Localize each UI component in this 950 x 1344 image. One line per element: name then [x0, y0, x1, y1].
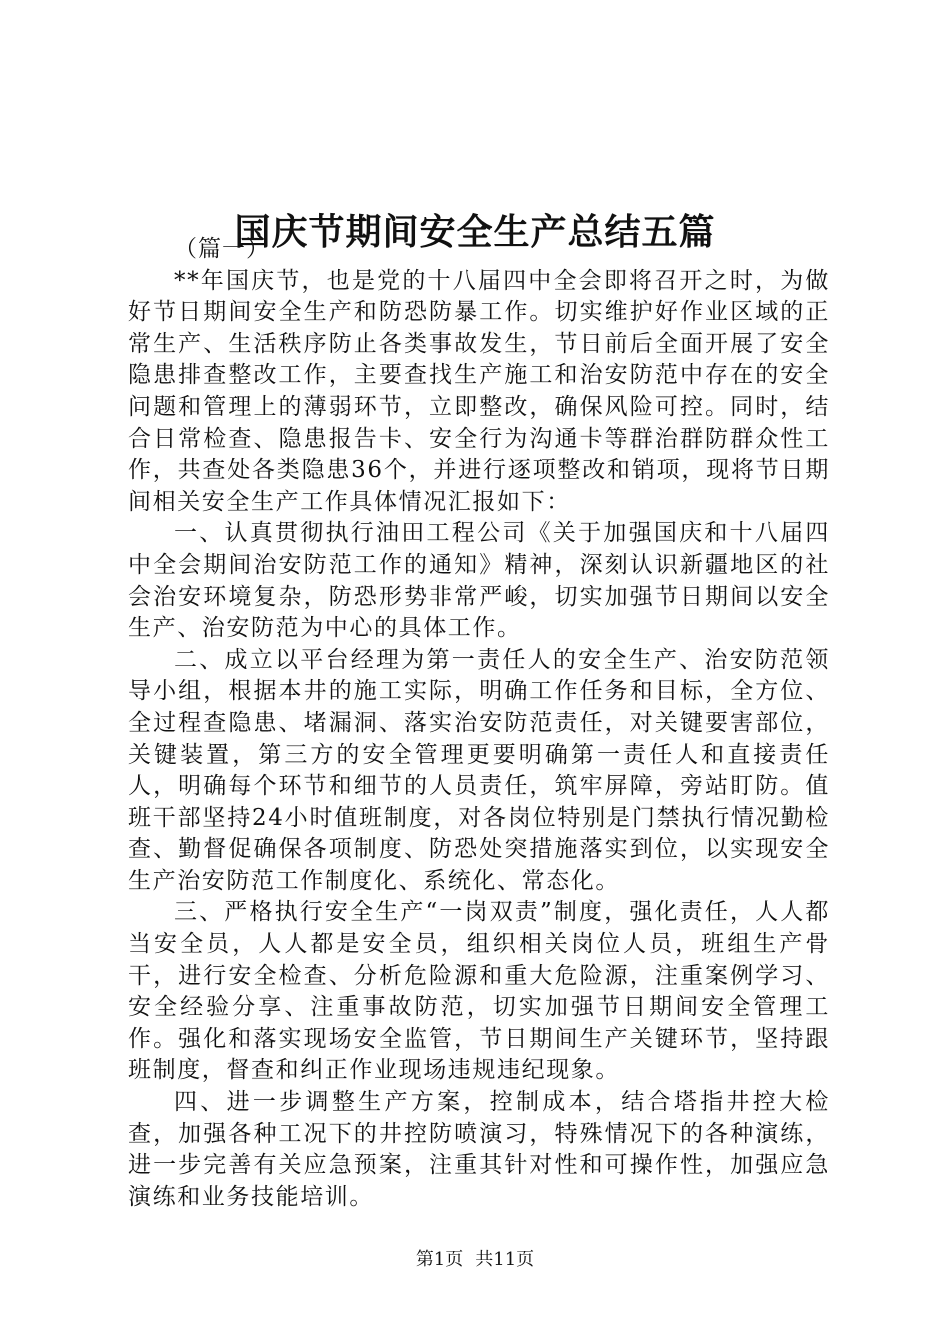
document-body [128, 234, 830, 1213]
paragraph-intro: **年国庆节，也是党的十八届四中全会即将召开之时，为做好节日期间安全生产和防恐防暴工作。切实维护好作业区域的正常生产、生活秩序防止各类事故发生，节日前后全面开展了安全隐患排查整改工作，主要查找生产施工和治安防范中存在的安全问题和管理上的薄弱环节，立即整改，确保风险可控。同时，结合日常检查、隐患报告卡、安全行为沟通卡等群治群防群众性工作，共查处各类隐患36个，并进行逐项整改和销项，现将节日期间相关安全生产工作具体情况汇报如下： [128, 267, 830, 515]
page-footer [0, 1248, 950, 1272]
section-label: （篇一） [174, 236, 270, 262]
page-title: 国庆节期间安全生产总结五篇 [234, 211, 716, 254]
paragraph-item-1: 一、认真贯彻执行油田工程公司《关于加强国庆和十八届四中全会期间治安防范工作的通知》精神，深刻认识新疆地区的社会治安环境复杂，防恐形势非常严峻，切实加强节日期间以安全生产、治安防范为中心的具体工作。 [128, 520, 830, 642]
paragraph-item-4: 四、进一步调整生产方案，控制成本，结合塔指井控大检查，加强各种工况下的井控防喷演习，特殊情况下的各种演练，进一步完善有关应急预案，注重其针对性和可操作性，加强应急演练和业务技能培训。 [128, 1089, 830, 1210]
page-total: 共11页 [475, 1249, 535, 1270]
paragraph-item-2: 二、成立以平台经理为第一责任人的安全生产、治安防范领导小组，根据本井的施工实际，明确工作任务和目标，全方位、全过程查隐患、堵漏洞、落实治安防范责任，对关键要害部位，关键装置，第三方的安全管理更要明确第一责任人和直接责任人，明确每个环节和细节的人员责任，筑牢屏障，旁站盯防。值班干部坚持24小时值班制度，对各岗位特别是门禁执行情况勤检查、勤督促确保各项制度、防恐处突措施落实到位，以实现安全生产治安防范工作制度化、系统化、常态化。 [128, 646, 830, 894]
page-number: 第1页 [415, 1249, 464, 1270]
paragraph-item-3: 三、严格执行安全生产“一岗双责”制度，强化责任，人人都当安全员，人人都是安全员，组织相关岗位人员，班组生产骨干，进行安全检查、分析危险源和重大危险源，注重案例学习、安全经验分享、注重事故防范，切实加强节日期间安全管理工作。强化和落实现场安全监管，节日期间生产关键环节，坚持跟班制度，督查和纠正作业现场违规违纪现象。 [128, 899, 830, 1084]
